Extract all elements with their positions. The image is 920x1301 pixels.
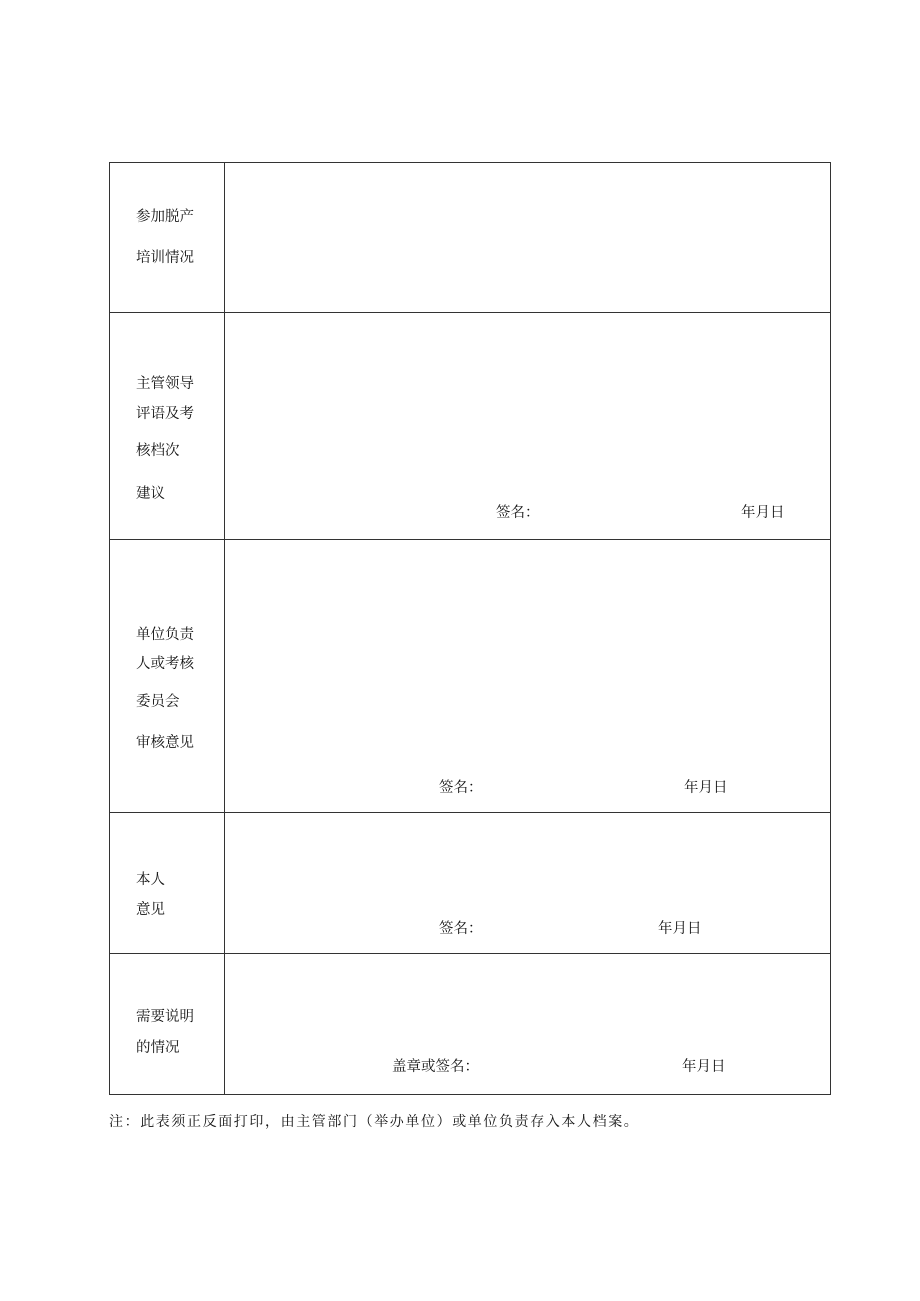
date-label: 年月日 [684, 780, 728, 796]
signature-label: 签名： [439, 921, 483, 937]
date-label: 年月日 [741, 505, 785, 521]
row-label-unit [110, 540, 225, 813]
row-label-line: 建议 [136, 486, 165, 502]
row-notes [110, 954, 831, 1095]
row-label-line: 主管领导 [136, 376, 194, 392]
row-label-line: 单位负责 [136, 627, 194, 643]
unit-review-content-area[interactable] [225, 540, 831, 813]
row-label-line: 人或考核 [136, 656, 194, 672]
row-supervisor-comments [110, 313, 831, 540]
row-label-line: 本人 [136, 872, 165, 888]
footnote: 注：此表须正反面打印，由主管部门（举办单位）或单位负责存入本人档案。 [109, 1114, 640, 1130]
row-label-line: 需要说明 [136, 1009, 194, 1025]
row-unit-review [110, 540, 831, 813]
supervisor-content-area[interactable] [225, 313, 831, 540]
row-label-line: 核档次 [136, 443, 180, 459]
training-content-area[interactable] [225, 163, 831, 313]
row-label-supervisor [110, 313, 225, 540]
appraisal-form-table [109, 162, 831, 1095]
self-opinion-content-area[interactable] [225, 813, 831, 954]
row-label-training [110, 163, 225, 313]
row-label-line: 委员会 [136, 694, 180, 710]
stamp-signature-label: 盖章或签名： [392, 1059, 479, 1075]
notes-content-area[interactable] [225, 954, 831, 1095]
row-self-opinion [110, 813, 831, 954]
row-training [110, 163, 831, 313]
row-label-line: 培训情况 [136, 250, 194, 266]
row-label-line: 评语及考 [136, 406, 194, 422]
row-label-line: 意见 [136, 902, 165, 918]
date-label: 年月日 [658, 921, 702, 937]
row-label-line: 的情况 [136, 1040, 180, 1056]
row-label-line: 审核意见 [136, 735, 194, 751]
row-label-self [110, 813, 225, 954]
date-label: 年月日 [682, 1059, 726, 1075]
row-label-notes [110, 954, 225, 1095]
signature-label: 签名： [496, 505, 540, 521]
row-label-line: 参加脱产 [136, 209, 194, 225]
signature-label: 签名： [439, 780, 483, 796]
